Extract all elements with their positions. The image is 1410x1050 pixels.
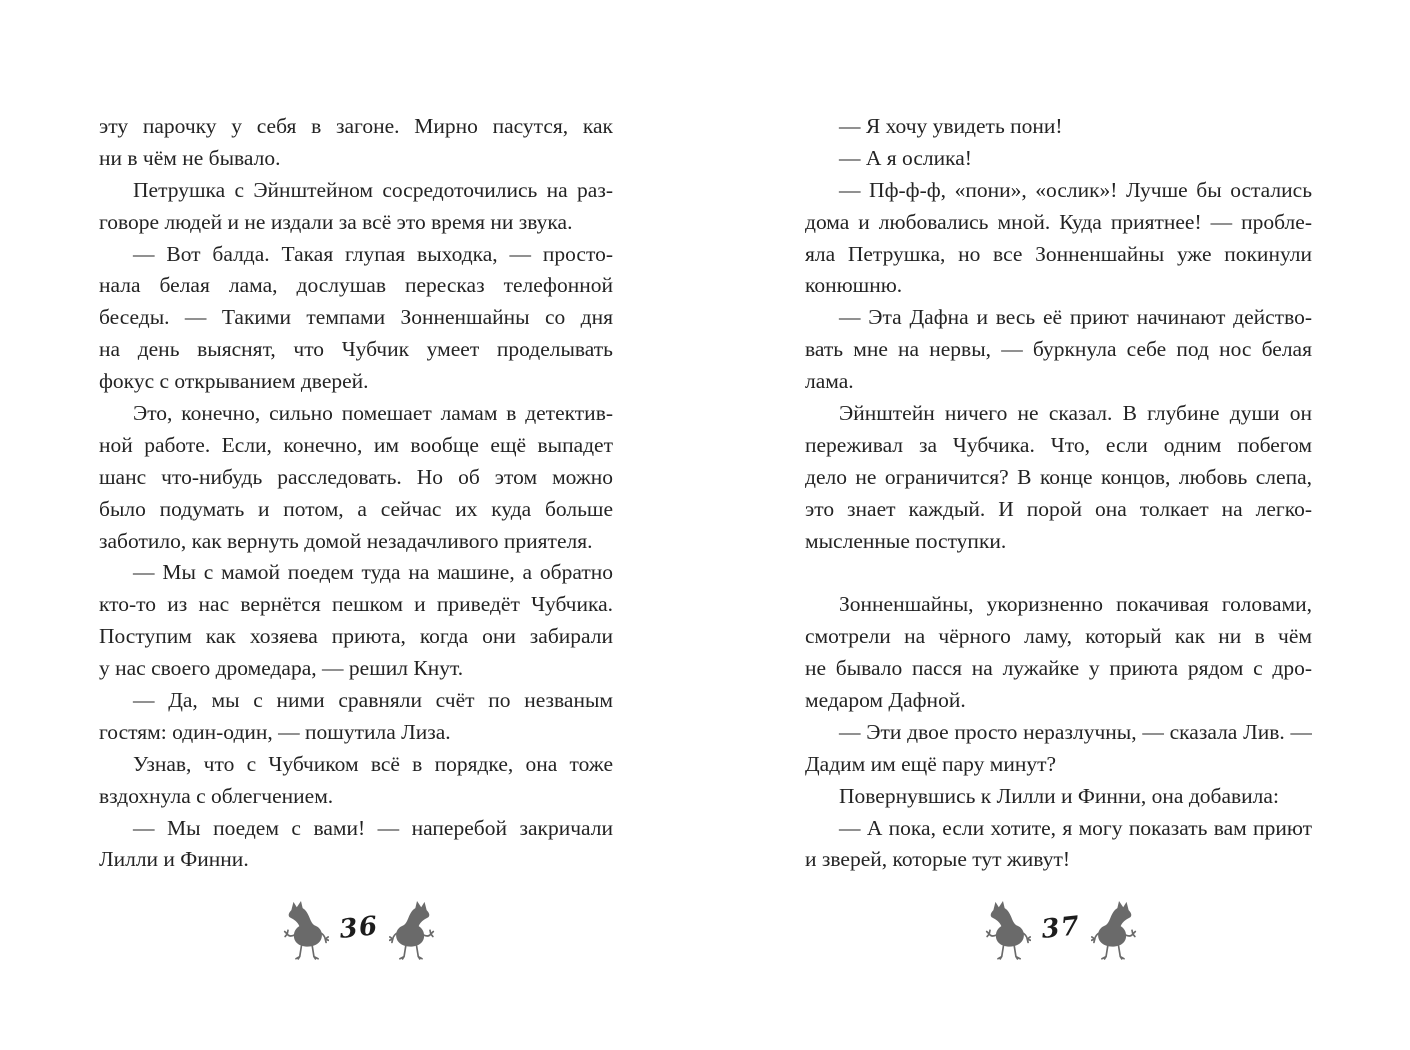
text-line: дело не ограничится? В конце концов, любовь слепа, [805, 464, 1312, 489]
paragraph [99, 557, 613, 685]
text-line: яла Петрушка, но все Зонненшайны уже покинули [805, 241, 1312, 266]
paragraph [99, 813, 613, 877]
paragraph [99, 175, 613, 239]
text-line: Дадим им ещё пару минут? [805, 751, 1057, 776]
text-line: Эйнштейн ничего не сказал. В глубине души он [839, 401, 1312, 426]
text-line: не бывало пасся на лужайке у приюта рядом с дро- [805, 656, 1312, 681]
paragraph [805, 781, 1312, 813]
text-line: — Я хочу увидеть пони! [839, 114, 1063, 138]
text-line: Узнав, что с Чубчиком всё в порядке, она тоже [133, 751, 613, 776]
paragraph [805, 175, 1312, 303]
text-line: — Эта Дафна и весь её приют начинают действо- [839, 305, 1312, 330]
text-line: — Вот балда. Такая глупая выходка, — просто- [133, 241, 613, 266]
text-line: Повернувшись к Лилли и Финни, она добавила: [839, 783, 1279, 808]
text-line: вать мне на нервы, — буркнула себе под нос белая [805, 337, 1312, 362]
text-line: — А пока, если хотите, я могу показать вам приют [839, 815, 1312, 840]
text-line: лама. [805, 369, 854, 394]
text-line: Это, конечно, сильно помешает ламам в детектив- [133, 401, 613, 426]
llama-icon [389, 897, 435, 961]
text-line: кто-то из нас вернётся пешком и приведёт Чубчика. [99, 592, 613, 617]
llama-icon [985, 897, 1031, 961]
text-line: мысленные поступки. [805, 528, 1007, 553]
text-line: заботило, как вернуть домой незадачливого приятеля. [99, 528, 593, 553]
paragraph [805, 813, 1312, 877]
text-line: смотрели на чёрного ламу, который как ни в чём [805, 624, 1312, 649]
text-line: — Да, мы с ними сравняли счёт по незваным [133, 688, 613, 713]
right-page-text [805, 111, 1312, 876]
text-line: Поступим как хозяева приюта, когда они забирали [99, 624, 613, 649]
text-line: — Пф-ф-ф, «пони», «ослик»! Лучше бы остались [839, 177, 1312, 202]
text-line: ной работе. Если, конечно, им вообще ещё выпадет [99, 432, 613, 457]
text-line: у нас своего дромедара, — решил Кнут. [99, 656, 464, 681]
paragraph [805, 589, 1312, 717]
paragraph [99, 111, 613, 175]
right-page-footer [985, 897, 1137, 961]
paragraph [99, 749, 613, 813]
text-line: дома и любовались мной. Куда приятнее! — пробле- [805, 209, 1312, 234]
text-line: нала белая лама, дослушав пересказ телефонной [99, 273, 613, 298]
llama-icon [1091, 897, 1137, 961]
text-line: на день выяснят, что Чубчик умеет проделывать [99, 337, 613, 362]
text-line: переживал за Чубчика. Что, если одним побегом [805, 432, 1312, 457]
text-line: вздохнула с облегчением. [99, 783, 334, 808]
paragraph [805, 143, 1312, 175]
text-line: фокус с открыванием дверей. [99, 369, 369, 394]
page-number-left: 36 [337, 911, 381, 945]
text-line: и зверей, которые тут живут! [805, 847, 1071, 872]
text-line: Зонненшайны, укоризненно покачивая головами, [839, 592, 1312, 617]
text-line: беседы. — Такими темпами Зонненшайны со дня [99, 305, 613, 330]
text-line: Петрушка с Эйнштейном сосредоточились на раз- [133, 177, 613, 202]
left-page-footer [283, 897, 435, 961]
left-page-text [99, 111, 613, 876]
text-line: — Мы с мамой поедем туда на машине, а обратно [133, 560, 613, 585]
text-line: эту парочку у себя в загоне. Мирно пасутся, как [99, 114, 613, 138]
text-line: ни в чём не бывало. [99, 145, 281, 170]
paragraph [805, 111, 1312, 143]
text-line: конюшню. [805, 273, 903, 298]
text-line: медаром Дафной. [805, 688, 966, 713]
text-line: Лилли и Финни. [99, 847, 249, 872]
llama-icon [283, 897, 329, 961]
text-line: — Мы поедем с вами! — наперебой закричали [133, 815, 613, 840]
text-line: шанс что-нибудь расследовать. Но об этом можно [99, 464, 613, 489]
text-line: было подумать и потом, а сейчас их куда больше [99, 496, 613, 521]
text-line: — А я ослика! [839, 145, 972, 170]
paragraph [805, 717, 1312, 781]
paragraph [99, 685, 613, 749]
paragraph [99, 398, 613, 557]
paragraph [805, 302, 1312, 398]
text-line: гостям: один-один, — пошутила Лиза. [99, 719, 451, 744]
paragraph [805, 398, 1312, 557]
page-number-right: 37 [1039, 911, 1083, 945]
text-line: это знает каждый. И порой она толкает на легко- [805, 496, 1312, 521]
paragraph [99, 239, 613, 398]
text-line: говоре людей и не издали за всё это время ни звука. [99, 209, 573, 234]
text-line: — Эти двое просто неразлучны, — сказала Лив. — [839, 719, 1312, 744]
